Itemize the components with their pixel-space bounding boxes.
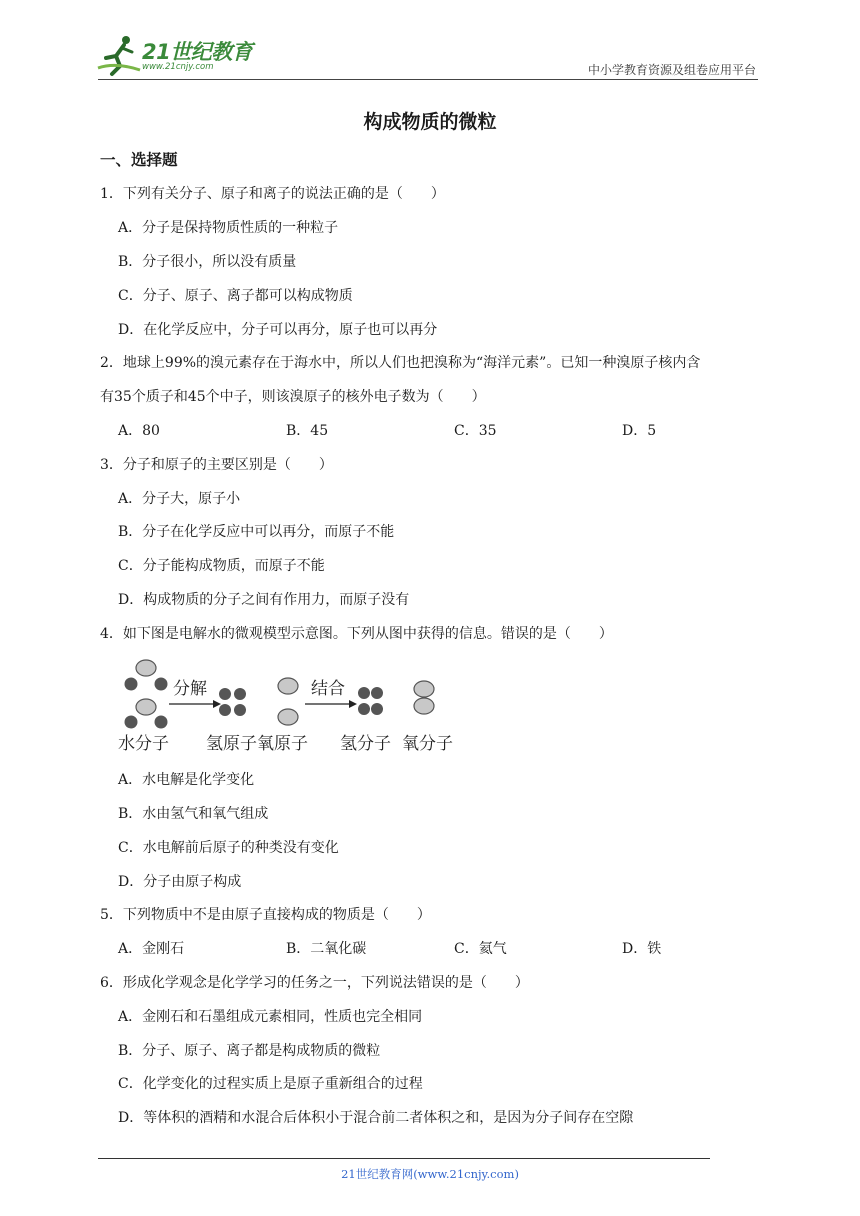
logo-text: 21世纪教育: [142, 40, 253, 64]
hydrogen-molecules: [358, 687, 383, 715]
question-stem: 4．如下图是电解水的微观模型示意图。下列从图中获得的信息。错误的是（ ）: [100, 626, 613, 642]
option: D．铁: [622, 941, 662, 957]
question-stem-continued: 有35个质子和45个中子，则该溴原子的核外电子数为（ ）: [100, 389, 486, 405]
option: C．化学变化的过程实质上是原子重新组合的过程: [118, 1076, 423, 1092]
question-stem: 1．下列有关分子、原子和离子的说法正确的是（ ）: [100, 186, 445, 202]
option: A．分子大，原子小: [118, 491, 241, 507]
option: A．80: [118, 423, 160, 439]
oxygen-atoms: [278, 678, 298, 725]
footer-link[interactable]: 21世纪教育网(www.21cnjy.com): [341, 1167, 519, 1181]
option: C．水电解前后原子的种类没有变化: [118, 840, 339, 856]
option: B．二氧化碳: [286, 941, 367, 957]
option: C．氦气: [454, 941, 507, 957]
electrolysis-diagram: [115, 656, 475, 760]
label-h-o-atoms: 氢原子氧原子: [206, 734, 308, 754]
option: B．分子、原子、离子都是构成物质的微粒: [118, 1043, 381, 1059]
option: D．在化学反应中，分子可以再分，原子也可以再分: [118, 322, 438, 338]
option: D．5: [622, 423, 657, 439]
label-water-molecule: 水分子: [118, 734, 169, 754]
option: C．分子能构成物质，而原子不能: [118, 558, 325, 574]
option: D．等体积的酒精和水混合后体积小于混合前二者体积之和，是因为分子间存在空隙: [118, 1110, 634, 1126]
platform-name: 中小学教育资源及组卷应用平台: [587, 63, 756, 77]
page-header: [0, 0, 860, 80]
question-stem: 6．形成化学观念是化学学习的任务之一，下列说法错误的是（ ）: [100, 975, 529, 991]
question-stem: 3．分子和原子的主要区别是（ ）: [100, 457, 333, 473]
option: A．分子是保持物质性质的一种粒子: [118, 220, 339, 236]
option: A．金刚石和石墨组成元素相同，性质也完全相同: [118, 1009, 423, 1025]
footer-divider: [98, 1158, 710, 1159]
option: B．分子很小，所以没有质量: [118, 254, 297, 270]
option: A．水电解是化学变化: [118, 772, 255, 788]
label-hydrogen-molecule: 氢分子: [340, 734, 391, 754]
option: B．45: [286, 423, 329, 439]
option: A．金刚石: [118, 941, 185, 957]
hydrogen-atoms: [219, 688, 246, 716]
option: B．分子在化学反应中可以再分，而原子不能: [118, 524, 395, 540]
question-stem: 2．地球上99%的溴元素存在于海水中，所以人们也把溴称为“海洋元素”。已知一种溴原子核内含: [100, 355, 701, 371]
header-divider: [98, 79, 758, 80]
option: B．水由氢气和氧气组成: [118, 806, 269, 822]
oxygen-molecule: [414, 681, 434, 714]
option: D．构成物质的分子之间有作用力，而原子没有: [118, 592, 410, 608]
option: D．分子由原子构成: [118, 874, 242, 890]
site-logo: [96, 34, 256, 78]
option: C．35: [454, 423, 497, 439]
runner-logo-icon: [96, 34, 142, 78]
label-oxygen-molecule: 氧分子: [402, 734, 453, 754]
page-title: 构成物质的微粒: [363, 111, 497, 133]
water-molecules: [125, 660, 168, 729]
section-heading: 一、选择题: [100, 151, 178, 169]
question-stem: 5．下列物质中不是由原子直接构成的物质是（ ）: [100, 907, 431, 923]
option: C．分子、原子、离子都可以构成物质: [118, 288, 353, 304]
logo-url: www.21cnjy.com: [142, 62, 214, 72]
arrow-label-decompose: 分解: [173, 679, 207, 699]
arrow-label-combine: 结合: [311, 679, 345, 699]
